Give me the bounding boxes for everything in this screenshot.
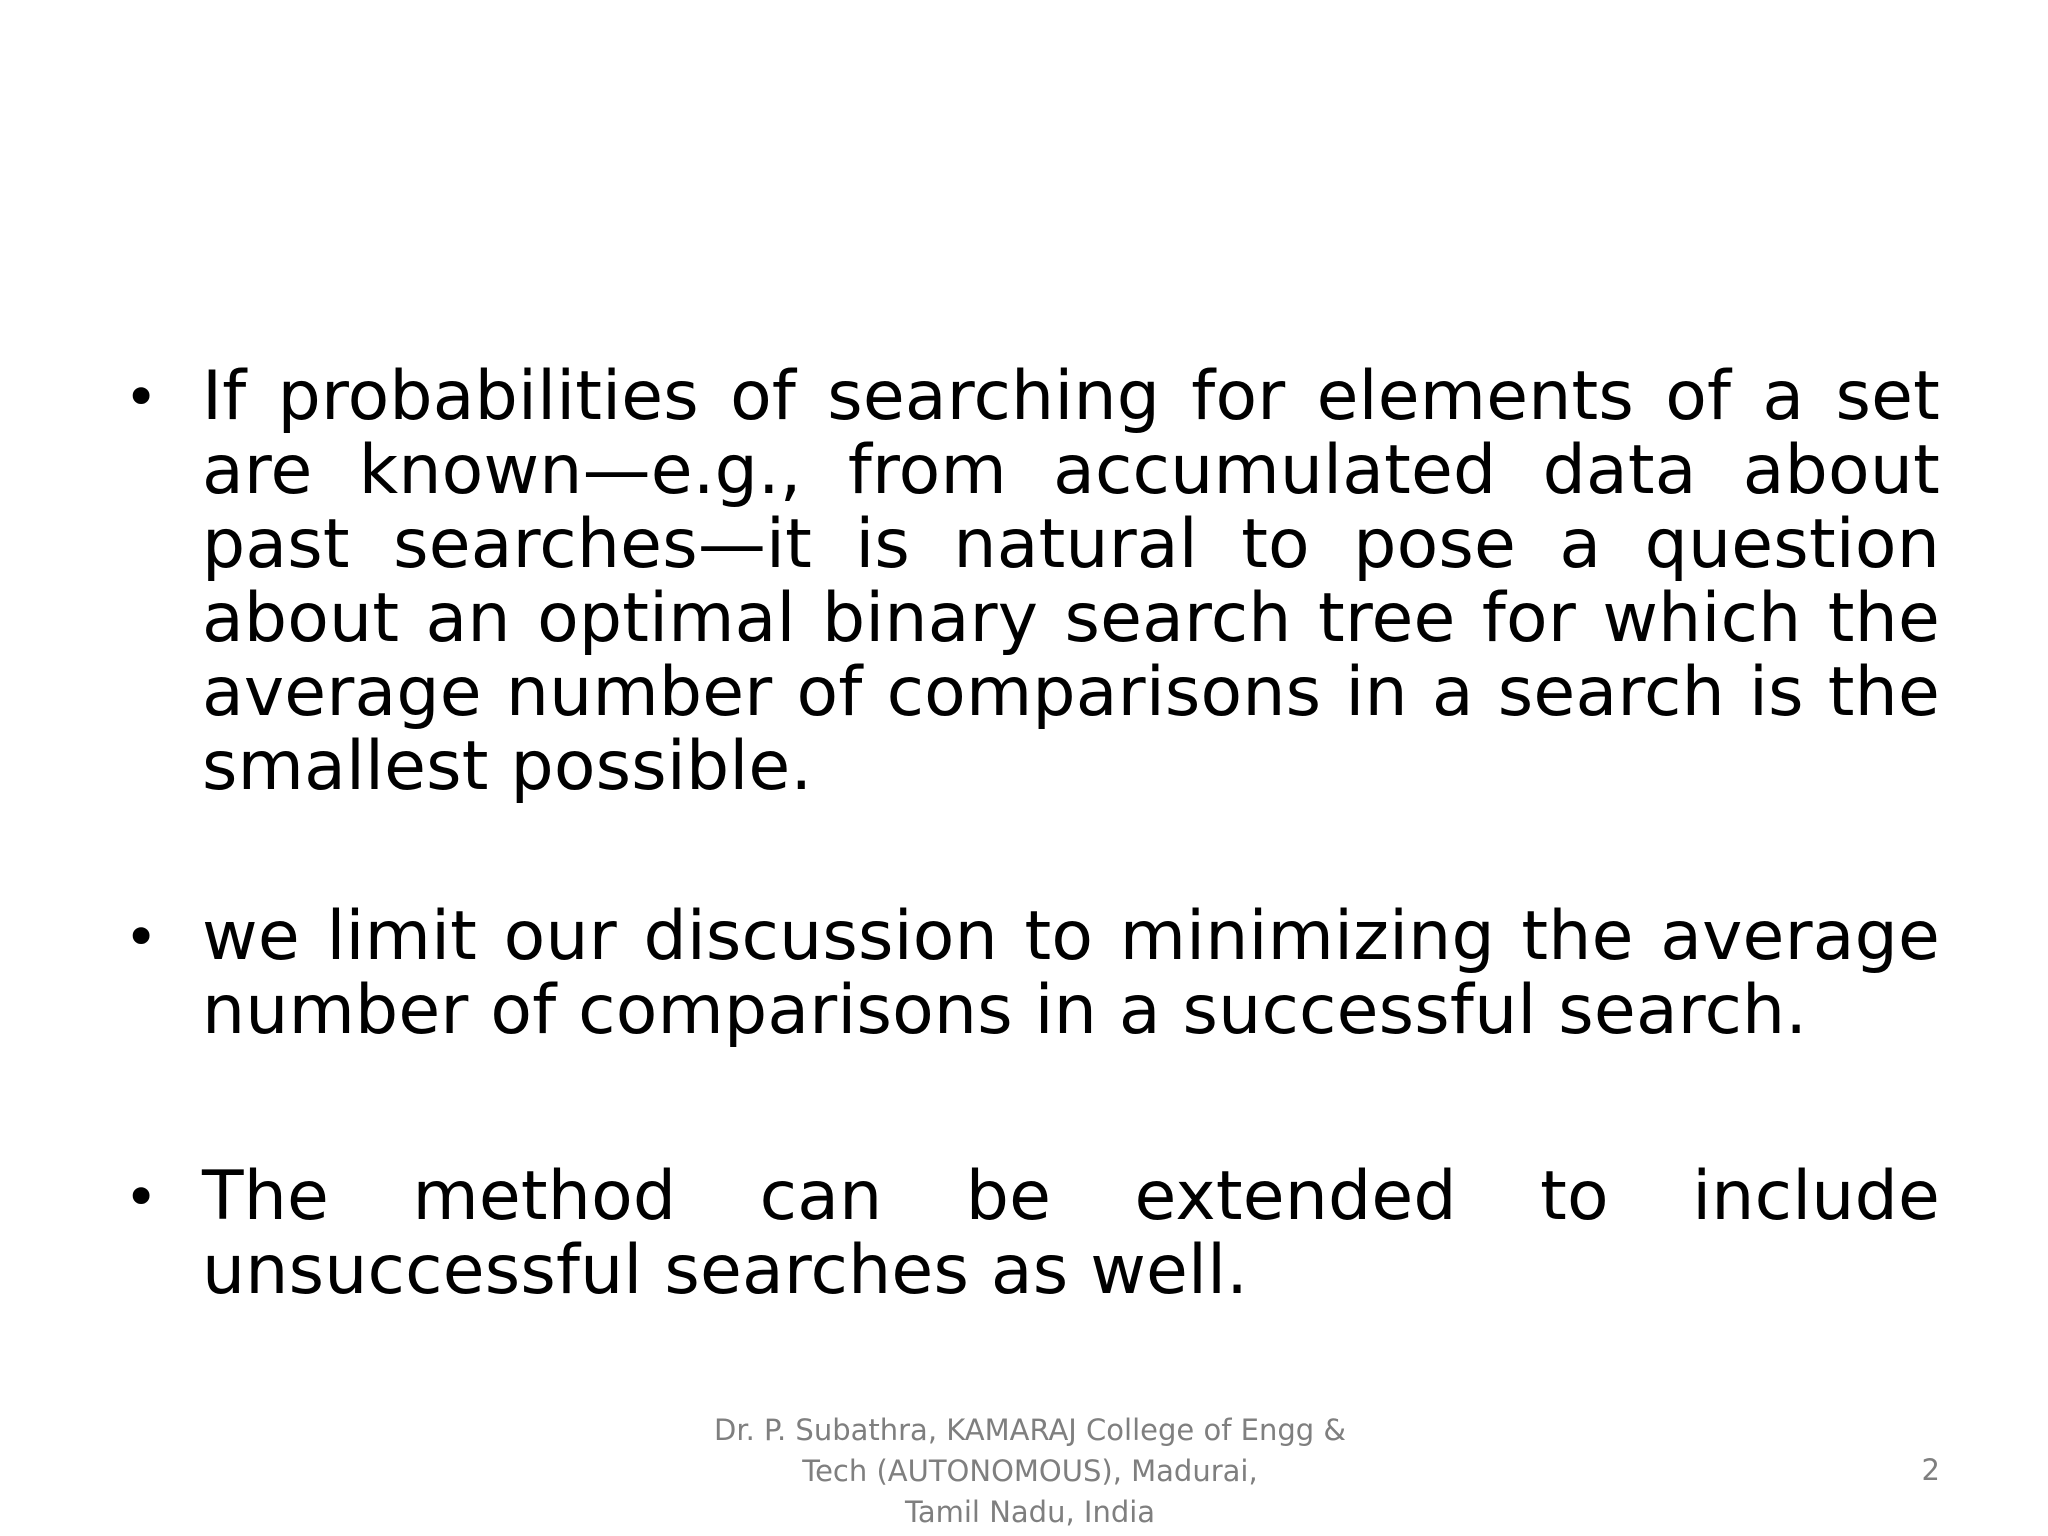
bullet-text-3: The method can be extended to include unsuccessful searches as well. [202, 1157, 1940, 1310]
bullet-text-2: we limit our discussion to minimizing the average number of comparisons in a successful search. [202, 897, 1940, 1050]
bullet-text-1: If probabilities of searching for elements of a set are known—e.g., from accumulated data about past searches—it is natural to pose a question about an optimal binary search tree for which the average number of comparisons in a search is the smallest possible. [202, 357, 1940, 806]
bullet-dot-icon: • [124, 1163, 159, 1231]
footer-line-3: Tamil Nadu, India [904, 1495, 1156, 1529]
bullet-item-1 [120, 357, 1940, 806]
footer-line-1: Dr. P. Subathra, KAMARAJ College of Engg & [713, 1413, 1346, 1447]
page-number: 2 [1921, 1453, 1940, 1487]
bullet-item-2 [120, 897, 1940, 1050]
bullet-list [120, 357, 1940, 1404]
bullet-dot-icon: • [124, 363, 159, 431]
bullet-item-3 [120, 1157, 1940, 1310]
bullet-dot-icon: • [124, 903, 159, 971]
slide-footer [700, 1410, 1360, 1533]
footer-line-2: Tech (AUTONOMOUS), Madurai, [802, 1454, 1258, 1488]
